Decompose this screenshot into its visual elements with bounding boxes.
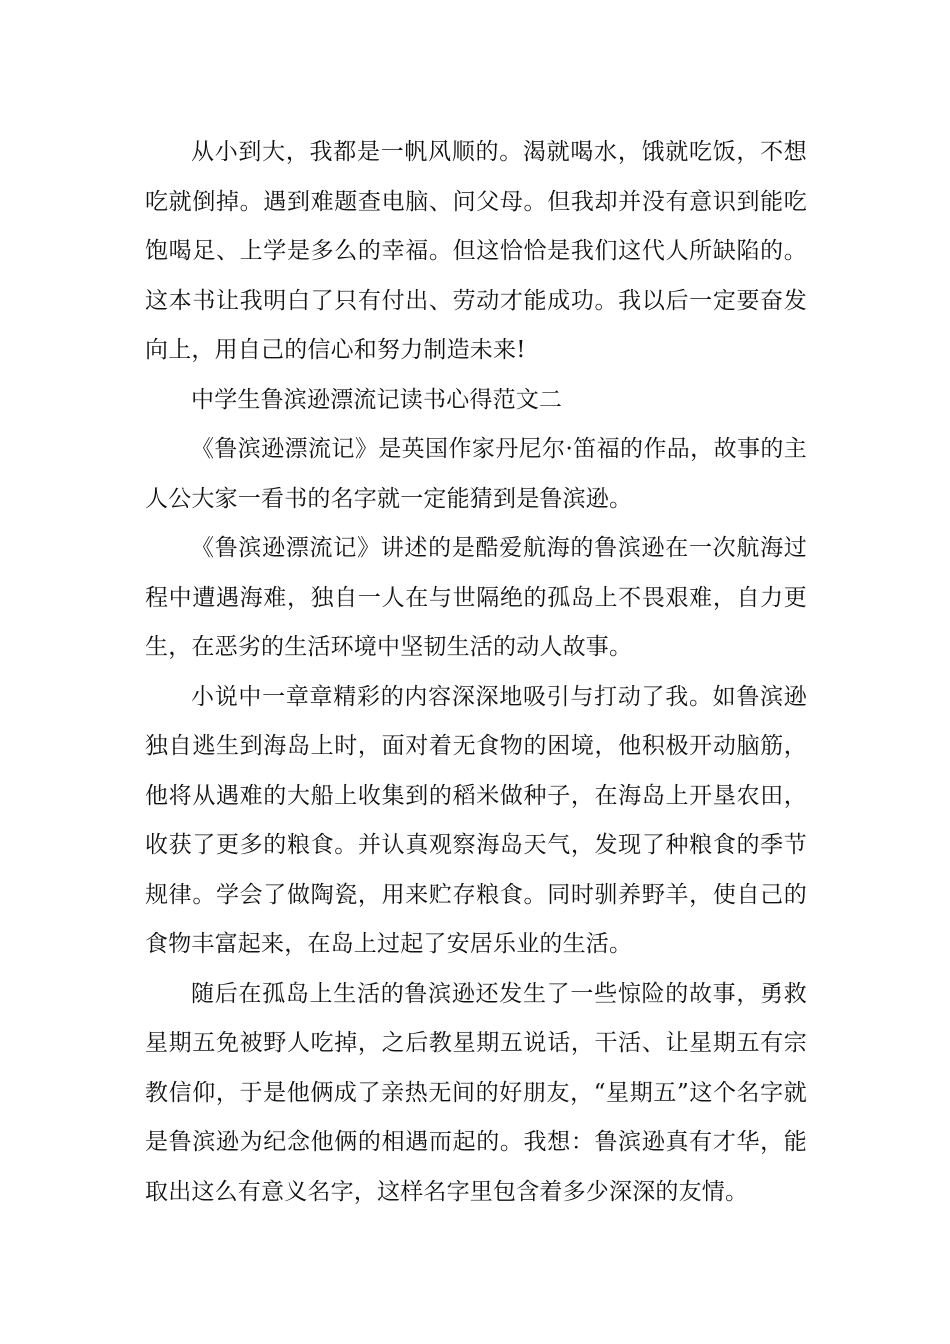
paragraph: 随后在孤岛上生活的鲁滨逊还发生了一些惊险的故事，勇救星期五免被野人吃掉，之后教星期五说话，干活、让星期五有宗教信仰，于是他俩成了亲热无间的好朋友，“星期五”这个名字就是鲁滨逊为纪念他俩的相遇而起的。我想：鲁滨逊真有才华，能取出这么有意义名字，这样名字里包含着多少深深的友情。 (145, 980, 807, 1205)
paragraph: 《鲁滨逊漂流记》是英国作家丹尼尔·笛福的作品，故事的主人公大家一看书的名字就一定能猜到是鲁滨逊。 (145, 436, 807, 512)
paragraph: 《鲁滨逊漂流记》讲述的是酷爱航海的鲁滨逊在一次航海过程中遭遇海难，独自一人在与世隔绝的孤岛上不畏艰难，自力更生，在恶劣的生活环境中坚韧生活的动人故事。 (145, 535, 807, 660)
paragraph: 小说中一章章精彩的内容深深地吸引与打动了我。如鲁滨逊独自逃生到海岛上时，面对着无食物的困境，他积极开动脑筋，他将从遇难的大船上收集到的稻米做种子，在海岛上开垦农田，收获了更多的粮食。并认真观察海岛天气，发现了种粮食的季节规律。学会了做陶瓷，用来贮存粮食。同时驯养野羊，使自己的食物丰富起来，在岛上过起了安居乐业的生活。 (145, 683, 807, 957)
document-body (145, 128, 807, 1217)
paragraph: 从小到大，我都是一帆风顺的。渴就喝水，饿就吃饭，不想吃就倒掉。遇到难题查电脑、问父母。但我却并没有意识到能吃饱喝足、上学是多么的幸福。但这恰恰是我们这代人所缺陷的。这本书让我明白了只有付出、劳动才能成功。我以后一定要奋发向上，用自己的信心和努力制造未来! (145, 139, 807, 363)
section-heading: 中学生鲁滨逊漂流记读书心得范文二 (191, 386, 563, 413)
